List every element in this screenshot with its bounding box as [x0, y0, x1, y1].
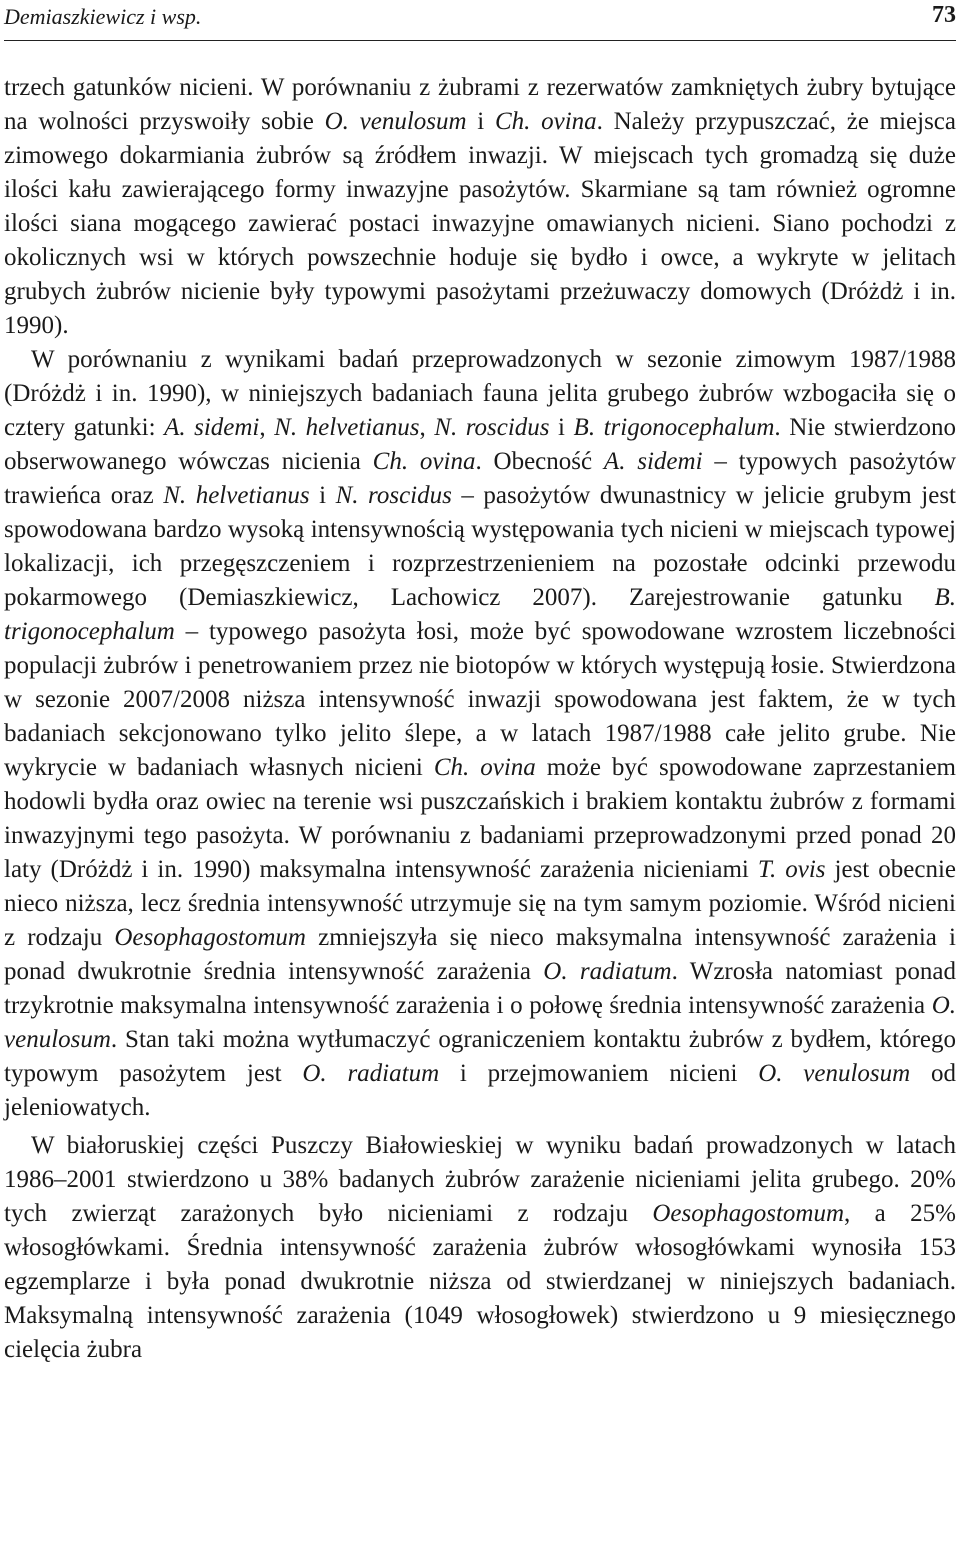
text-run: W białoruskiej części Puszczy Białowieskiej w wyniku badań prowadzonych w latach 1986–2001 stwierdzono u 38% badanych żubrów zarażenie nicieniami jelita grubego. 20% tych zwierząt zarażonych było nicieniami z rodzaju [4, 1132, 956, 1227]
italic-term: Ch. ovina [494, 108, 597, 135]
italic-term: N. roscidus [335, 482, 452, 509]
text-run: . Stan taki można wytłumaczyć ograniczeniem kontaktu żubrów z bydłem, którego typowym pasożytem jest [4, 1026, 956, 1087]
italic-term: A. sidemi [164, 414, 260, 441]
page-number: 73 [932, 2, 956, 28]
text-run: – pasożytów dwunastnicy w jelicie grubym jest spowodowana bardzo wysoką intensywnością występowania tych nicieni w miejscach typowej lokalizacji, ich przegęszczeniem i rozprzestrzenieniem na pozostałe odcinki przewodu pokarmowego (Demiaszkiewicz, Lachowicz 2007). Zarejestrowanie gatunku [4, 482, 956, 611]
text-run: . Nie stwierdzono obserwowanego wówczas nicienia [4, 414, 957, 475]
text-run: – typowego pasożyta łosi, może być spowodowane wzrostem liczebności populacji żubrów i penetrowaniem przez nie biotopów w których występują łosie. Stwierdzona w sezonie 2007/2008 niższa intensywność inwazji spowodowana jest faktem, że w tych badaniach sekcjonowano tylko jelito ślepe, a w latach 1987/1988 całe jelito grube. Nie wykrycie w badaniach własnych nicieni [4, 618, 956, 781]
italic-term: B. trigonocephalum [573, 414, 775, 441]
italic-term: O. radiatum [302, 1060, 440, 1087]
italic-term: N. helvetianus [274, 414, 420, 441]
italic-term: O. venulosum [324, 108, 467, 135]
text-run: i [549, 414, 574, 441]
text-run: , a 25% włosogłówkami. Średnia intensywność zarażenia żubrów włosogłówkami wynosiła 153 egzemplarze i była ponad dwukrotnie niższa od stwierdzanej w niniejszych badaniach. Maksymalną intensywność zarażenia (1049 włosogłowek) stwierdzono u 9 miesięcznego cielęcia żubra [4, 1200, 957, 1363]
text-run: W porównaniu z wynikami badań przeprowadzonych w sezonie zimowym 1987/1988 (Dróżdż i in. 1990), w niniejszych badaniach fauna jelita grubego żubrów wzbogaciła się o cztery gatunki: [4, 346, 956, 441]
text-run: od jeleniowatych. [4, 1060, 956, 1121]
document-page [4, 0, 956, 1545]
paragraph-3 [4, 1129, 956, 1367]
text-run: . Należy przypuszczać, że miejsca zimowego dokarmiania żubrów są źródłem inwazji. W miejscach tych gromadzą się duże ilości kału zawierającego formy inwazyjne pasożytów. Skarmiane są tam również ogromne ilości siana mogącego zawierać postaci inwazyjne omawianych nicieni. Siano pochodzi z okolicznych wsi w których powszechnie hoduje się bydło i owce, a wykryte w jelitach grubych żubrów nicienie były typowymi pasożytami przeżuwaczy domowych (Dróżdż i in. 1990). [4, 108, 957, 339]
article-body [4, 71, 956, 1367]
text-run: i [466, 108, 495, 135]
italic-term: Ch. ovina [433, 754, 536, 781]
italic-term: O. venulosum [4, 992, 956, 1053]
italic-term: Ch. ovina [372, 448, 476, 475]
running-header [4, 0, 956, 41]
text-run: zmniejszyła się nieco maksymalna intensywność zarażenia i ponad dwukrotnie średnia intensywność zarażenia [4, 924, 956, 985]
text-run: trzech gatunków nicieni. W porównaniu z żubrami z rezerwatów zamkniętych żubry bytujące na wolności przyswoiły sobie [4, 74, 956, 135]
text-run: – typowych pasożytów trawieńca oraz [4, 448, 957, 509]
italic-term: N. helvetianus [163, 482, 310, 509]
italic-term: B. trigonocephalum [4, 584, 956, 645]
italic-term: A. sidemi [603, 448, 703, 475]
text-run: i przejmowaniem nicieni [439, 1060, 759, 1087]
italic-term: Oesophagostomum [114, 924, 306, 951]
text-run: , [259, 414, 275, 441]
paragraph-2 [4, 343, 956, 1125]
paragraph-1 [4, 71, 956, 343]
italic-term: O. venulosum [758, 1060, 911, 1087]
text-run: . Obecność [475, 448, 604, 475]
italic-term: N. roscidus [434, 414, 550, 441]
text-run: może być spowodowane zaprzestaniem hodowli bydła oraz owiec na terenie wsi puszczańskich i brakiem kontaktu żubrów z formami inwazyjnymi tego pasożyta. W porównaniu z badaniami przeprowadzonymi przed ponad 20 laty (Dróżdż i in. 1990) maksymalna intensywność zarażenia nicieniami [4, 754, 957, 883]
text-run: i [309, 482, 336, 509]
text-run: . Wzrosła natomiast ponad trzykrotnie maksymalna intensywność zarażenia i o połowę średnia intensywność zarażenia [4, 958, 957, 1019]
italic-term: T. ovis [757, 856, 826, 883]
italic-term: Oesophagostomum [652, 1200, 845, 1227]
italic-term: O. radiatum [543, 958, 672, 985]
text-run: , [419, 414, 435, 441]
text-run: jest obecnie nieco niższa, lecz średnia intensywność utrzymuje się na tym samym poziomie. Wśród nicieni z rodzaju [4, 856, 957, 951]
running-head-authors: Demiaszkiewicz i wsp. [4, 4, 202, 29]
